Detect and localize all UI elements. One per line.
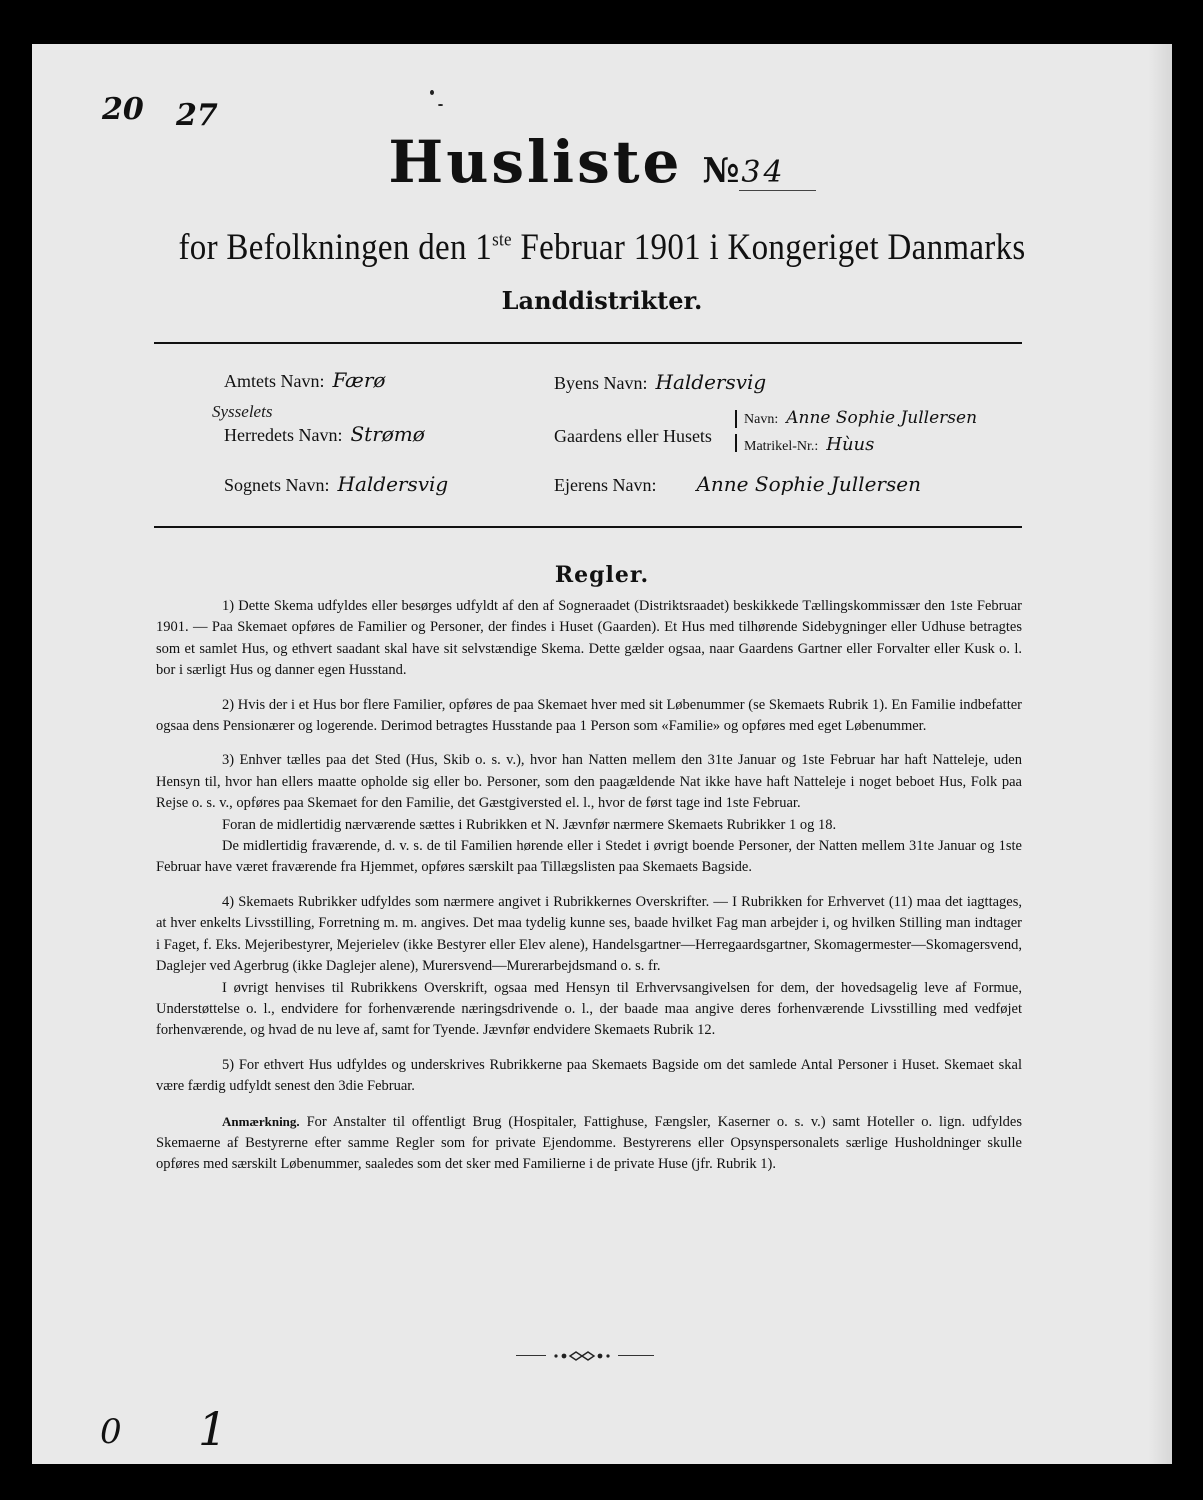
amt-value: Færø — [332, 368, 386, 392]
form-subtitle — [32, 228, 1172, 269]
matrikel-field — [744, 434, 874, 455]
rule-4: 4) Skemaets Rubrikker udfyldes som nærmere angivet i Rubrikkernes Overskrifter. — I Rubrikken for Erhvervet (11) maa det iagttages, at hver enkelts Livsstilling, Forretning m. m. angives. Det maa tydelig kunne ses, baade hvilket Fag man arbejder i, og hvilken Stilling man indtager i Faget, f. Eks. Mejeribestyrer, Mejerielev (ikke Bestyrer eller Elev alene), Handelsgartner—Herregaardsgartner, Skomagermester—Skomagersvend, Daglejer ved Agerbrug (ikke Daglejer alene), Murersvend—Murerarbejdsmand o. s. fr. — [156, 893, 1022, 975]
sogn-value: Haldersvig — [337, 472, 449, 496]
ornament-rule-right — [618, 1355, 654, 1356]
rule-4-cont: I øvrigt henvises til Rubrikkens Overskrift, ogsaa med Hensyn til Erhvervsangivelsen for dem, der hovedsagelig leve af Formue, Understøttelse o. l., endvidere for forhenværende næringsdrivende o. l., der baade maa angive deres forhenværende Livsstilling med vedføjet forhenværende, og hvad de nu leve af, samt for Tyende. Jævnfør endvidere Skemaets Rubrik 12. — [156, 979, 1022, 1039]
sogn-label: Sognets Navn: — [224, 475, 330, 495]
by-value: Haldersvig — [655, 370, 767, 394]
brace-bottom — [735, 434, 737, 452]
rule-5: 5) For ethvert Hus udfyldes og underskrives Rubrikkerne paa Skemaets Bagside om det samlede Antal Personer i Huset. Skemaet skal være færdig udfyldt senest den 3die Februar. — [156, 1056, 1022, 1095]
rule-3: 3) Enhver tælles paa det Sted (Hus, Skib o. s. v.), hvor han Natten mellem den 31te Januar og 1ste Februar har haft Natteleje, uden Hensyn til, hvor han ellers maatte opholde sig eller bo. Personer, som den paagældende Nat ikke have haft Natteleje i noget beboet Hus, Folk paa Rejse o. s. v., opføres paa Skemaet for den Familie, det Gæstgiversted el. l., hvor de først tage ind 1ste Februar. — [156, 752, 1022, 812]
navn-label: Navn: — [744, 412, 779, 427]
navn-value: Anne Sophie Jullersen — [786, 408, 978, 428]
subtitle-text-before: for Befolkningen den 1 — [178, 227, 493, 269]
gaard-label: Gaardens eller Husets — [554, 426, 712, 446]
matrikel-value: Hùus — [826, 434, 875, 455]
census-form-page — [32, 44, 1172, 1464]
matrikel-label: Matrikel-Nr.: — [744, 439, 819, 454]
ornament-rule-left — [516, 1355, 546, 1356]
bottom-mark-right: 1 — [198, 1402, 228, 1456]
ink-speck — [430, 90, 434, 95]
ejer-field — [554, 472, 921, 496]
rule-3-cont-b: De midlertidig fraværende, d. v. s. de til Familien hørende eller i Stedet i øvrigt boende Personer, der Natten mellem 31te Januar og 1ste Februar have været fraværende fra Hjemmet, opføres særskilt paa Tillægslisten paa Skemaets Bagside. — [156, 838, 1022, 876]
ejer-value: Anne Sophie Jullersen — [696, 472, 921, 496]
ornament — [516, 1348, 656, 1364]
note-text: For Anstalter til offentligt Brug (Hospitaler, Fattighuse, Fængsler, Kaserner o. s. v.) samt Hoteller o. lign. udfyldes Skemaerne af Bestyrerne efter samme Regler som for private Ejendomme. Bestyrerens eller Opsynspersonalets særlige Husholdninger skulle opføres med særskilt Løbenummer, saaledes som det sker med Familierne i de private Huse (jfr. Rubrik 1). — [156, 1113, 1022, 1173]
navn-field — [744, 408, 977, 428]
rules-text — [156, 596, 1022, 1189]
form-number-value: 34 — [739, 155, 815, 191]
rules-title: Regler. — [554, 562, 650, 588]
subtitle-superscript: ste — [492, 228, 512, 251]
note-paragraph — [156, 1111, 1022, 1176]
rule-1: 1) Dette Skema udfyldes eller besørges udfyldt af den af Sogneraadet (Distriktsraadet) beskikkede Tællingskommissær den 1ste Februar 1901. — Paa Skemaet opføres de Familier og Personer, der findes i Huset (Gaarden). Et Hus med tilhørende Sidebygninger eller Udhuse betragtes som et samlet Hus, og ethvert saadant skal have sit selvstændige Skema. Dette gælder ogsaa, naar Gaardens Gartner eller Forvalter eller Kusk o. l. bor i særligt Hus og danner egen Husstand. — [156, 598, 1022, 679]
rule-3-cont-a: Foran de midlertidig nærværende sættes i Rubrikken et N. Jævnfør nærmere Skemaets Rubrikker 1 og 18. — [222, 816, 837, 833]
ornament-glyph-icon — [552, 1348, 614, 1364]
ejer-label: Ejerens Navn: — [554, 475, 657, 495]
subtitle-text-after: Februar 1901 i Kongeriget Danmarks — [511, 227, 1026, 269]
note-label: Anmærkning. — [222, 1113, 300, 1129]
amt-field — [224, 368, 385, 392]
amt-label: Amtets Navn: — [224, 371, 325, 391]
by-label: Byens Navn: — [554, 373, 648, 393]
by-field — [554, 370, 766, 394]
herred-value: Strømø — [350, 422, 425, 446]
herred-annotation: Sysselets — [212, 402, 273, 421]
rule-2: 2) Hvis der i et Hus bor flere Familier, opføres de paa Skemaet hver med sit Løbenummer (se Skemaets Rubrik 1). En Familie indbefatter ogsaa dens Pensionærer og logerende. Derimod betragtes Husstande paa 1 Person som «Familie» og opføres med eget Løbenummer. — [156, 696, 1022, 735]
ink-speck — [438, 104, 443, 106]
form-title — [32, 128, 1172, 196]
district-heading: Landdistrikter. — [501, 286, 703, 315]
brace-top — [735, 410, 737, 428]
herred-label: Herredets Navn: — [224, 425, 343, 445]
bottom-divider — [154, 526, 1022, 528]
sogn-field — [224, 472, 448, 496]
form-number-label: № — [702, 151, 740, 191]
form-title-main: Husliste — [388, 128, 683, 196]
corner-number-left: 20 — [102, 92, 144, 127]
bottom-mark-left: 0 — [100, 1412, 122, 1452]
corner-number-right: 27 — [176, 98, 218, 133]
top-divider — [154, 342, 1022, 344]
herred-field — [224, 422, 425, 446]
